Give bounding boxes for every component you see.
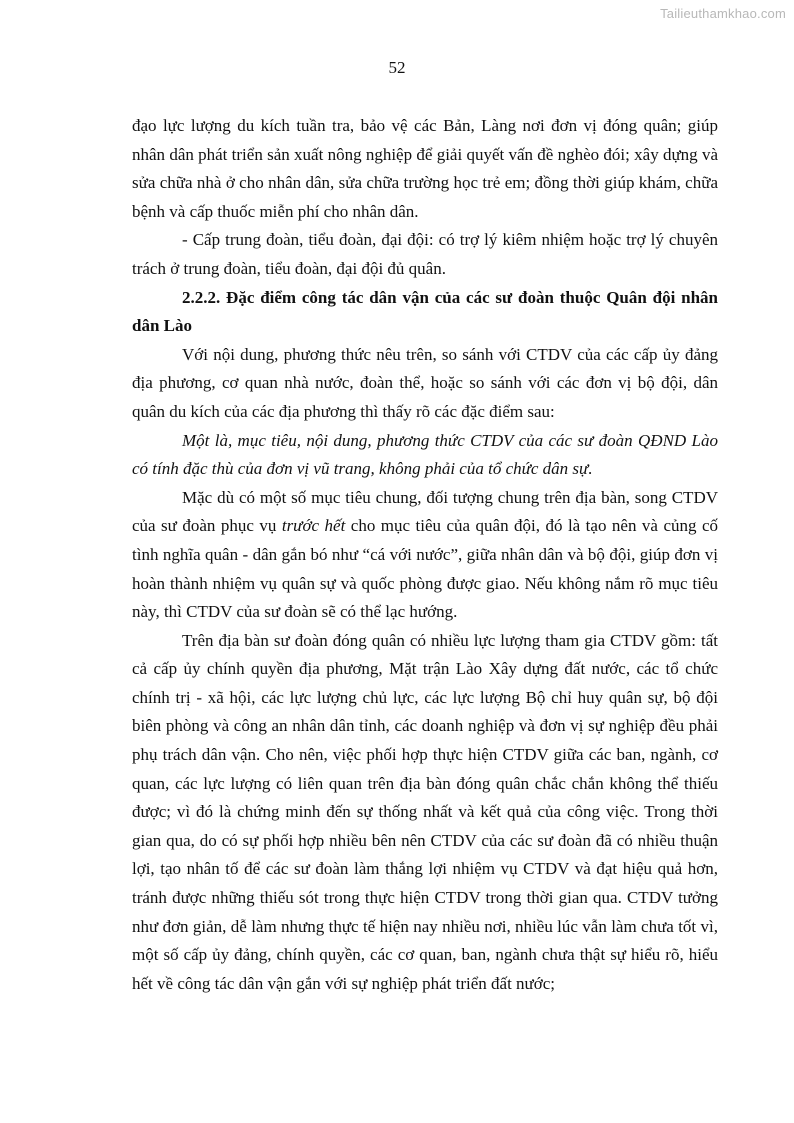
paragraph-5-text-b: cho mục tiêu của quân đội, đó là tạo nên và củng cố tình nghĩa quân - dân gắn bó như “cá với nước”, giữa nhân dân và bộ đội, giúp đơn vị hoàn thành nhiệm vụ quân sự và quốc phòng được giao. Nếu không nắm rõ mục tiêu này, thì CTDV của sư đoàn sẽ có thể lạc hướng.: [132, 516, 718, 622]
paragraph-5-emphasis: trước hết: [281, 516, 346, 536]
paragraph-6: Trên địa bàn sư đoàn đóng quân có nhiều lực lượng tham gia CTDV gồm: tất cả cấp ủy chính quyền địa phương, Mặt trận Lào Xây dựng đất nước, các tổ chức chính trị - xã hội, các lực lượng chủ lực, các lực lượng Bộ chỉ huy quân sự, bộ đội biên phòng và công an nhân dân tỉnh, các doanh nghiệp và đơn vị sự nghiệp đều phải phụ trách dân vận. Cho nên, việc phối hợp thực hiện CTDV giữa các ban, ngành, cơ quan, các lực lượng có liên quan trên địa bàn đóng quân chắc chắn không thể thiếu được; vì đó là chứng minh đến sự thống nhất và kết quả của công việc. Trong thời gian qua, do có sự phối hợp nhiều bên nên CTDV của các sư đoàn đã có nhiều thuận lợi, tạo nhân tố để các sư đoàn làm thắng lợi nhiệm vụ CTDV và đạt hiệu quả hơn, tránh được những thiếu sót trong thực hiện CTDV trong thời gian qua. CTDV tưởng như đơn giản, dễ làm nhưng thực tế hiện nay nhiều nơi, nhiều lúc vẫn làm chưa tốt vì, một số cấp ủy đảng, chính quyền, các cơ quan, ban, ngành chưa thật sự hiểu rõ, hiểu hết về công tác dân vận gắn với sự nghiệp phát triển đất nước;: [132, 630, 718, 993]
paragraph-5: [132, 484, 718, 627]
watermark: Tailieuthamkhao.com: [660, 6, 786, 21]
paragraph-3: Với nội dung, phương thức nêu trên, so sánh với CTDV của các cấp ủy đảng địa phương, cơ quan nhà nước, đoàn thể, hoặc so sánh với các đơn vị bộ đội, dân quân du kích của các địa phương thì thấy rõ các đặc điểm sau:: [132, 344, 718, 421]
paragraph-4-italic: Một là, mục tiêu, nội dung, phương thức CTDV của các sư đoàn QĐND Lào có tính đặc thù của đơn vị vũ trang, không phải của tổ chức dân sự.: [132, 430, 718, 479]
paragraph-2: - Cấp trung đoàn, tiểu đoàn, đại đội: có trợ lý kiêm nhiệm hoặc trợ lý chuyên trách ở trung đoàn, tiểu đoàn, đại đội đủ quân.: [132, 230, 718, 278]
paragraph-5-text-a: Mặc dù có một số mục tiêu chung, đối tượng chung trên địa bàn, song CTDV của sư đoàn phục vụ: [132, 487, 718, 536]
page-number: 52: [388, 58, 406, 77]
document-body: [132, 112, 718, 998]
paragraph-1: đạo lực lượng du kích tuần tra, bảo vệ các Bản, Làng nơi đơn vị đóng quân; giúp nhân dân phát triển sản xuất nông nghiệp để giải quyết vấn đề nghèo đói; xây dựng và sửa chữa nhà ở cho nhân dân, sửa chữa trường học trẻ em; đồng thời giúp khám, chữa bệnh và cấp thuốc miễn phí cho nhân dân.: [132, 116, 718, 221]
section-heading: 2.2.2. Đặc điểm công tác dân vận của các sư đoàn thuộc Quân đội nhân dân Lào: [132, 287, 718, 336]
